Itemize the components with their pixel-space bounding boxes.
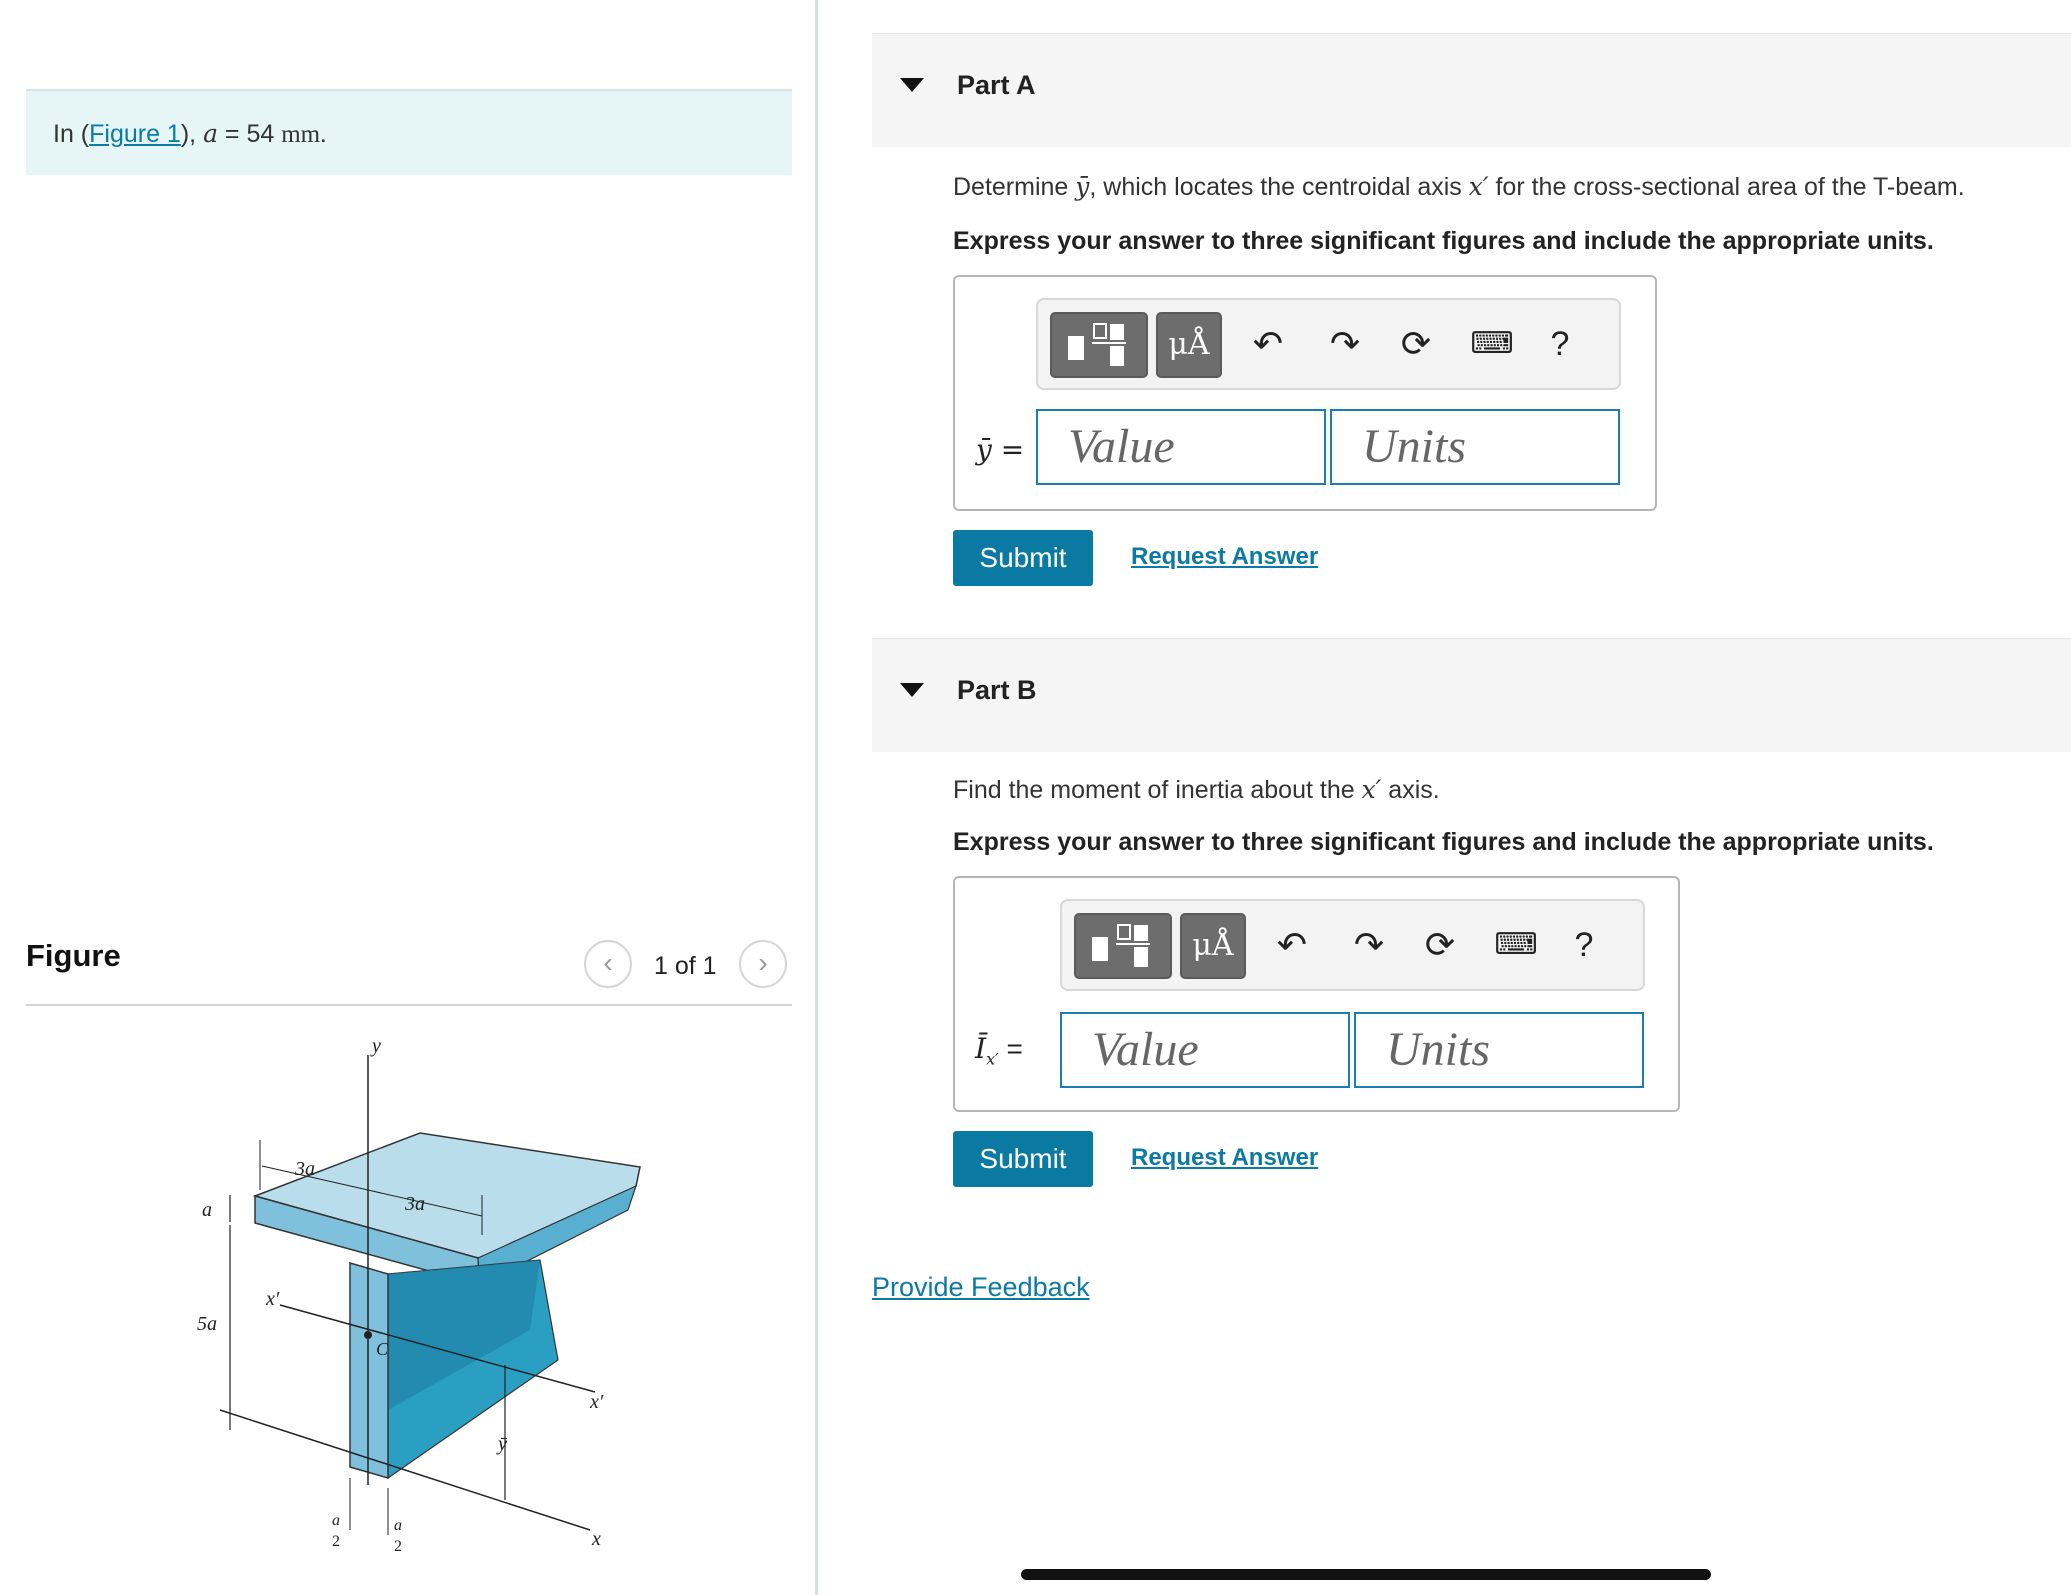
part-b-answer-box [953, 876, 1680, 1112]
keyboard-icon: ⌨ [1494, 928, 1538, 961]
reset-icon: ⟳ [1400, 323, 1432, 364]
redo-button[interactable] [1323, 322, 1367, 366]
part-a-toolbar [1036, 298, 1621, 390]
part-b-question-axis: x′ [1361, 775, 1382, 804]
part-b-request-answer-link[interactable]: Request Answer [1131, 1144, 1319, 1171]
units-button[interactable] [1180, 913, 1246, 979]
part-a-title: Part A [957, 70, 1036, 100]
help-icon: ? [1550, 325, 1570, 363]
part-b-eq-sub: x′ [986, 1049, 999, 1069]
intro-suffix: ), [180, 120, 197, 148]
label-half-num-right: a [394, 1517, 402, 1534]
templates-button[interactable] [1074, 913, 1172, 979]
part-a-value-input[interactable]: Value [1036, 409, 1326, 485]
provide-feedback-link[interactable]: Provide Feedback [872, 1272, 1090, 1302]
reset-button[interactable] [1418, 923, 1462, 967]
t-beam-figure [197, 1030, 660, 1570]
next-figure-button[interactable] [739, 940, 787, 988]
part-b-header[interactable] [872, 638, 2071, 752]
centroid-point [364, 1331, 372, 1339]
part-b-question [953, 775, 1440, 805]
intro-unit: mm. [281, 121, 327, 148]
redo-button[interactable] [1347, 923, 1391, 967]
templates-icon [1052, 314, 1146, 376]
part-b-units-input[interactable]: Units [1354, 1012, 1644, 1088]
part-a-answer-box [953, 275, 1657, 511]
part-b-toolbar [1060, 899, 1645, 991]
undo-button[interactable] [1246, 322, 1290, 366]
panel-divider [815, 0, 818, 1595]
intro-var: a [203, 119, 218, 148]
part-a-eq-text: ȳ = [976, 433, 1025, 466]
label-xprime-right: x′ [590, 1391, 604, 1413]
label-a: a [202, 1199, 212, 1221]
label-3a-right: 3a [405, 1193, 425, 1215]
reset-icon: ⟳ [1424, 924, 1456, 965]
label-half-num-left: a [332, 1512, 340, 1529]
chevron-left-icon: ‹ [603, 947, 613, 978]
units-icon: μÅ [1192, 928, 1234, 963]
redo-icon: ↷ [1353, 924, 1385, 965]
part-a-question-pre: Determine [953, 173, 1076, 201]
part-a-question-post: for the cross-sectional area of the T-beam. [1488, 173, 1965, 201]
figure-heading: Figure [26, 938, 121, 973]
figure-counter: 1 of 1 [654, 952, 717, 980]
label-ybar: ȳ [498, 1433, 507, 1455]
part-b-eq-main: Ī [975, 1032, 987, 1065]
templates-icon [1076, 915, 1170, 977]
part-a-header[interactable] [872, 33, 2071, 147]
intro-prefix: In ( [53, 120, 90, 148]
left-panel [0, 0, 815, 1595]
redo-icon: ↷ [1329, 323, 1361, 364]
part-a-question-mid: , which locates the centroidal axis [1089, 173, 1469, 201]
previous-figure-button[interactable] [584, 940, 632, 988]
figure-link[interactable]: Figure 1 [89, 120, 181, 148]
problem-intro [26, 89, 792, 175]
label-xprime-left: x′ [266, 1288, 280, 1310]
reset-button[interactable] [1394, 322, 1438, 366]
part-a-question [953, 172, 1965, 202]
part-a-question-axis: x′ [1468, 172, 1489, 201]
label-5a: 5a [197, 1313, 217, 1335]
part-a-instruction: Express your answer to three significant figures and include the appropriate units. [953, 227, 1934, 255]
label-y: y [372, 1035, 381, 1057]
part-b-eq-label [975, 1032, 1023, 1069]
part-a-units-input[interactable]: Units [1330, 409, 1620, 485]
undo-icon: ↶ [1276, 924, 1308, 965]
part-b-eq-equals: = [998, 1033, 1023, 1064]
label-half-den-left: 2 [332, 1533, 340, 1550]
part-b-title: Part B [957, 675, 1037, 705]
part-a-eq-label [976, 433, 1024, 466]
intro-equals: = 54 [217, 120, 282, 148]
part-b-value-input[interactable]: Value [1060, 1012, 1350, 1088]
part-a-question-var: ȳ [1075, 172, 1090, 201]
keyboard-button[interactable] [1494, 923, 1538, 967]
units-icon: μÅ [1168, 327, 1210, 362]
label-half-den-right: 2 [394, 1538, 402, 1555]
part-b-question-pre: Find the moment of inertia about the [953, 776, 1362, 804]
undo-button[interactable] [1270, 923, 1314, 967]
label-centroid: C [376, 1339, 389, 1359]
help-button[interactable] [1562, 923, 1606, 967]
help-icon: ? [1574, 926, 1594, 964]
keyboard-icon: ⌨ [1470, 327, 1514, 360]
home-indicator[interactable] [1021, 1569, 1711, 1580]
help-button[interactable] [1538, 322, 1582, 366]
part-b-instruction: Express your answer to three significant figures and include the appropriate units. [953, 828, 1934, 856]
part-a-submit-button[interactable]: Submit [953, 530, 1093, 586]
figure-divider [26, 1004, 792, 1006]
keyboard-button[interactable] [1470, 322, 1514, 366]
undo-icon: ↶ [1252, 323, 1284, 364]
part-a-request-answer-link[interactable]: Request Answer [1131, 543, 1319, 570]
part-b-question-post: axis. [1381, 776, 1440, 804]
part-b-submit-button[interactable]: Submit [953, 1131, 1093, 1187]
label-x: x [592, 1528, 601, 1550]
templates-button[interactable] [1050, 312, 1148, 378]
caret-down-icon [900, 683, 924, 697]
units-button[interactable] [1156, 312, 1222, 378]
caret-down-icon [900, 78, 924, 92]
chevron-right-icon: › [758, 947, 768, 978]
web-front-face [350, 1263, 388, 1478]
label-3a-left: 3a [295, 1158, 315, 1180]
